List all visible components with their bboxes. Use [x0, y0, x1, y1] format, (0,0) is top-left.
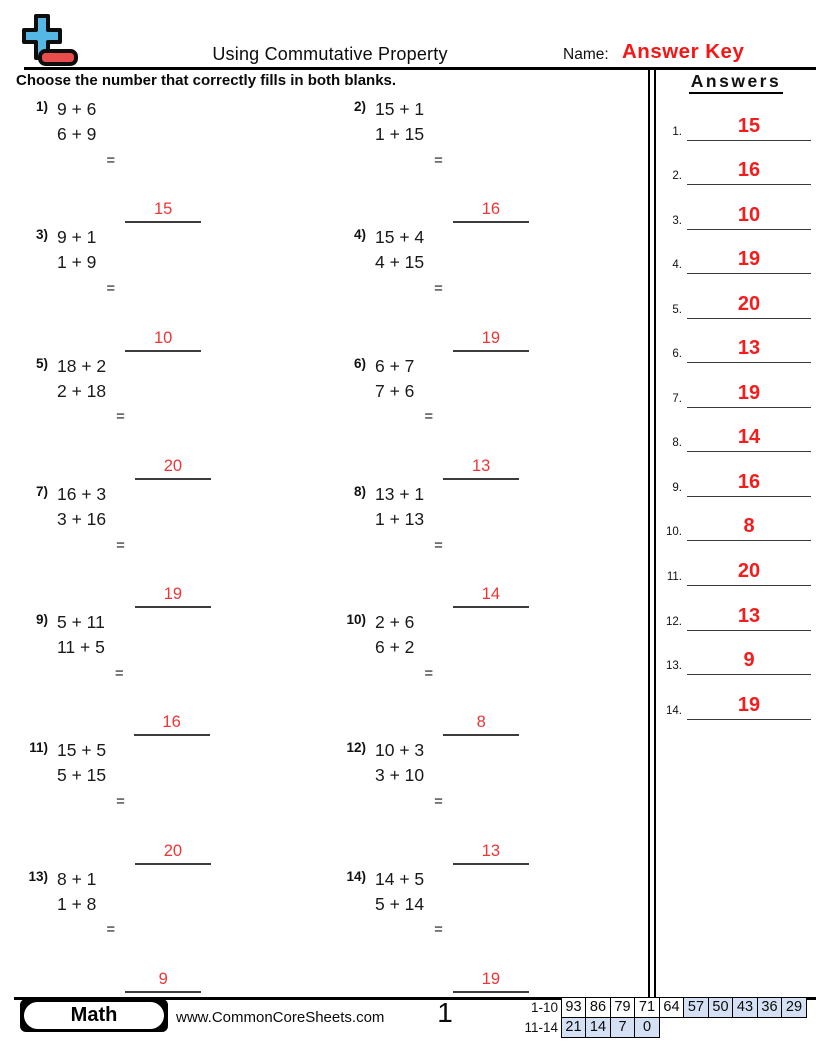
problem-13: [18, 867, 336, 995]
expression-top: 5 + 11: [57, 612, 105, 633]
score-cell: 93: [561, 997, 587, 1019]
score-cell: 57: [683, 997, 709, 1019]
problem-number: 5): [35, 355, 48, 371]
expression-stack: [375, 225, 424, 275]
answer-blank: [453, 841, 529, 865]
answer-blank: [135, 456, 211, 480]
answer-row: [656, 141, 816, 186]
expression-top: 9 + 1: [57, 227, 97, 248]
answer-row: [656, 230, 816, 275]
answer-row: [656, 274, 816, 319]
expression-bottom: 6 + 2: [375, 637, 415, 658]
answer-line: [687, 204, 811, 230]
answer-value: 16: [162, 713, 181, 732]
answer-value: 9: [743, 649, 755, 672]
expression-bottom: 1 + 13: [375, 508, 425, 529]
answer-value: 19: [163, 585, 183, 604]
score-table-row-1: [505, 997, 807, 1019]
equals-sign: =: [114, 664, 124, 682]
expression-stack: [57, 610, 105, 660]
answer-value: 14: [481, 585, 501, 604]
expression-stack: [57, 867, 96, 917]
answer-value: 13: [472, 456, 491, 475]
header-divider: [24, 67, 816, 70]
expression-stack: [57, 354, 106, 404]
score-cell: 86: [585, 997, 611, 1019]
answer-line: [687, 694, 811, 720]
problem-9: [18, 610, 336, 738]
equals-sign: =: [434, 921, 443, 939]
problem-number: 13): [28, 868, 48, 884]
equals-sign: =: [434, 793, 443, 811]
answer-row: [656, 96, 816, 141]
plus-minus-logo-icon: [20, 14, 78, 68]
equals-sign: =: [106, 151, 116, 169]
name-label: Name:: [563, 46, 609, 63]
subject-badge-label: Math: [24, 1002, 164, 1029]
expression-bottom: 7 + 6: [375, 380, 415, 401]
answer-row: [656, 452, 816, 497]
problem-number: 9): [35, 612, 48, 628]
equals-sign: =: [106, 921, 116, 939]
expression-bottom: 11 + 5: [57, 637, 105, 658]
expression-top: 15 + 4: [375, 227, 425, 248]
score-row-label: 1-10: [530, 999, 558, 1015]
expression-top: 2 + 6: [375, 612, 415, 633]
equals-sign: =: [116, 536, 125, 554]
answer-blank: [125, 199, 201, 223]
problem-number: 11): [29, 740, 48, 756]
expression-stack: [375, 482, 424, 532]
score-cell: 0: [634, 1017, 660, 1039]
answer-number: 13.: [666, 660, 682, 673]
answer-value: 8: [476, 713, 486, 732]
expression-stack: [57, 738, 106, 788]
expression-stack: [375, 610, 414, 660]
equals-sign: =: [424, 408, 434, 426]
expression-stack: [57, 482, 106, 532]
answer-number: 4.: [672, 259, 682, 272]
answer-value: 14: [737, 426, 761, 449]
problem-number: 8): [353, 483, 366, 499]
score-cell: 29: [781, 997, 807, 1019]
answer-blank: [135, 841, 211, 865]
answer-blank: [453, 584, 529, 608]
expression-top: 8 + 1: [57, 868, 97, 889]
problem-12: [336, 738, 652, 866]
answer-row: [656, 319, 816, 364]
expression-bottom: 1 + 9: [57, 252, 97, 273]
expression-stack: [375, 867, 424, 917]
score-cell: 50: [708, 997, 734, 1019]
answer-number: 11.: [666, 571, 682, 584]
problems-grid: [18, 97, 652, 995]
answer-row: [656, 675, 816, 720]
answer-line: [687, 293, 811, 319]
answer-number: 8.: [672, 437, 682, 450]
answer-value: 20: [737, 560, 761, 583]
expression-bottom: 6 + 9: [57, 124, 97, 144]
expression-stack: [375, 738, 424, 788]
answer-line: [687, 337, 811, 363]
expression-top: 15 + 5: [57, 740, 107, 761]
expression-top: 13 + 1: [375, 483, 425, 504]
score-cell: 14: [585, 1017, 611, 1039]
expression-stack: [57, 97, 96, 147]
problem-8: [336, 482, 652, 610]
answer-value: 19: [737, 693, 761, 716]
answer-number: 14.: [666, 704, 682, 717]
page-title: Using Commutative Property: [212, 44, 448, 64]
answer-value: 8: [743, 515, 755, 538]
answers-title: [656, 71, 816, 92]
problem-5: [18, 354, 336, 482]
website-text: www.CommonCoreSheets.com: [176, 1009, 385, 1026]
expression-stack: [375, 354, 414, 404]
answer-line: [687, 382, 811, 408]
answer-line: [687, 649, 811, 675]
page-number: 1: [437, 997, 453, 1028]
problem-number: 4): [353, 227, 366, 243]
problem-number: 14): [346, 868, 366, 884]
equals-sign: =: [434, 536, 443, 554]
answer-number: 12.: [666, 615, 682, 628]
problem-4: [336, 225, 652, 353]
answer-row: [656, 631, 816, 676]
answer-row: [656, 497, 816, 542]
answer-blank: [453, 969, 529, 993]
problem-number: 12): [346, 740, 366, 756]
problem-number: 1): [35, 99, 48, 114]
answer-value: 19: [737, 381, 761, 404]
answers-divider: [648, 69, 656, 997]
answer-value: 16: [737, 470, 761, 493]
answer-blank: [443, 712, 519, 736]
problem-number: 10): [346, 612, 366, 628]
answer-value: 13: [481, 841, 501, 860]
expression-bottom: 4 + 15: [375, 252, 425, 273]
expression-top: 9 + 6: [57, 99, 97, 119]
score-cell: 21: [561, 1017, 587, 1039]
answer-value: 20: [163, 841, 183, 860]
answer-line: [687, 426, 811, 452]
answer-blank: [453, 328, 529, 352]
answer-number: 10.: [666, 526, 682, 539]
expression-bottom: 2 + 18: [57, 380, 107, 401]
answer-row: [656, 586, 816, 631]
equals-sign: =: [116, 793, 125, 811]
answer-number: 6.: [672, 348, 682, 361]
answer-blank: [443, 456, 519, 480]
equals-sign: =: [116, 408, 125, 426]
expression-top: 15 + 1: [375, 99, 425, 119]
equals-sign: =: [434, 151, 443, 169]
expression-top: 16 + 3: [57, 483, 107, 504]
expression-bottom: 3 + 10: [375, 765, 425, 786]
problem-11: [18, 738, 336, 866]
expression-stack: [375, 97, 424, 147]
answer-value: 20: [737, 292, 761, 315]
equals-sign: =: [424, 664, 434, 682]
problem-number: 2): [353, 99, 366, 114]
answer-value: 19: [481, 970, 501, 989]
answer-value: 10: [737, 203, 761, 226]
answer-number: 3.: [672, 214, 682, 227]
answer-blank: [125, 328, 201, 352]
problem-1: [18, 97, 336, 225]
score-cell: 79: [610, 997, 636, 1019]
problem-number: 3): [35, 227, 48, 243]
answer-value: 15: [154, 200, 173, 219]
answer-row: [656, 541, 816, 586]
answer-line: [687, 515, 811, 541]
answer-value: 19: [737, 248, 761, 271]
answer-value: 13: [737, 604, 761, 627]
expression-top: 6 + 7: [375, 355, 415, 376]
expression-top: 14 + 5: [375, 868, 425, 889]
score-cell: 7: [610, 1017, 636, 1039]
answer-blank: [135, 584, 211, 608]
score-cell: 36: [757, 997, 783, 1019]
answer-number: 1.: [672, 125, 682, 138]
problem-6: [336, 354, 652, 482]
problem-number: 7): [35, 483, 48, 499]
instruction-text: Choose the number that correctly fills in both blanks.: [16, 72, 397, 89]
answer-value: 15: [737, 114, 761, 137]
problem-2: [336, 97, 652, 225]
expression-bottom: 1 + 15: [375, 124, 425, 144]
answer-value: 13: [737, 337, 761, 360]
answer-line: [687, 248, 811, 274]
equals-sign: =: [106, 279, 116, 297]
problem-number: 6): [353, 355, 366, 371]
score-cell: 64: [659, 997, 685, 1019]
expression-top: 18 + 2: [57, 355, 107, 376]
expression-stack: [57, 225, 96, 275]
answer-number: 7.: [672, 392, 682, 405]
problem-7: [18, 482, 336, 610]
answers-list: [656, 96, 816, 720]
expression-bottom: 1 + 8: [57, 893, 97, 914]
equals-sign: =: [434, 279, 443, 297]
answer-blank: [125, 969, 201, 993]
answer-number: 2.: [672, 170, 682, 183]
score-cell: 71: [634, 997, 660, 1019]
answer-line: [687, 560, 811, 586]
answer-row: [656, 185, 816, 230]
answer-row: [656, 408, 816, 453]
answer-value: 10: [154, 328, 173, 347]
expression-bottom: 5 + 14: [375, 893, 425, 914]
score-table-row-2: [505, 1017, 660, 1039]
answer-blank: [134, 712, 210, 736]
answer-blank: [453, 199, 529, 223]
answer-line: [687, 115, 811, 141]
answer-row: [656, 363, 816, 408]
score-row-label: 11-14: [524, 1019, 558, 1035]
answer-value: 19: [481, 328, 501, 347]
answer-line: [687, 605, 811, 631]
answer-value: 16: [737, 159, 761, 182]
answer-key-value: Answer Key: [622, 40, 745, 63]
problem-3: [18, 225, 336, 353]
answer-value: 9: [158, 970, 168, 989]
answer-line: [687, 159, 811, 185]
score-cell: 43: [732, 997, 758, 1019]
answers-title-text: Answers: [689, 71, 783, 94]
expression-top: 10 + 3: [375, 740, 425, 761]
answer-number: 5.: [672, 303, 682, 316]
problem-10: [336, 610, 652, 738]
answer-number: 9.: [672, 481, 682, 494]
problem-14: [336, 867, 652, 995]
expression-bottom: 3 + 16: [57, 508, 107, 529]
answer-value: 16: [481, 200, 501, 219]
subject-badge: [20, 999, 168, 1032]
answer-line: [687, 471, 811, 497]
answer-value: 20: [163, 456, 183, 475]
expression-bottom: 5 + 15: [57, 765, 107, 786]
